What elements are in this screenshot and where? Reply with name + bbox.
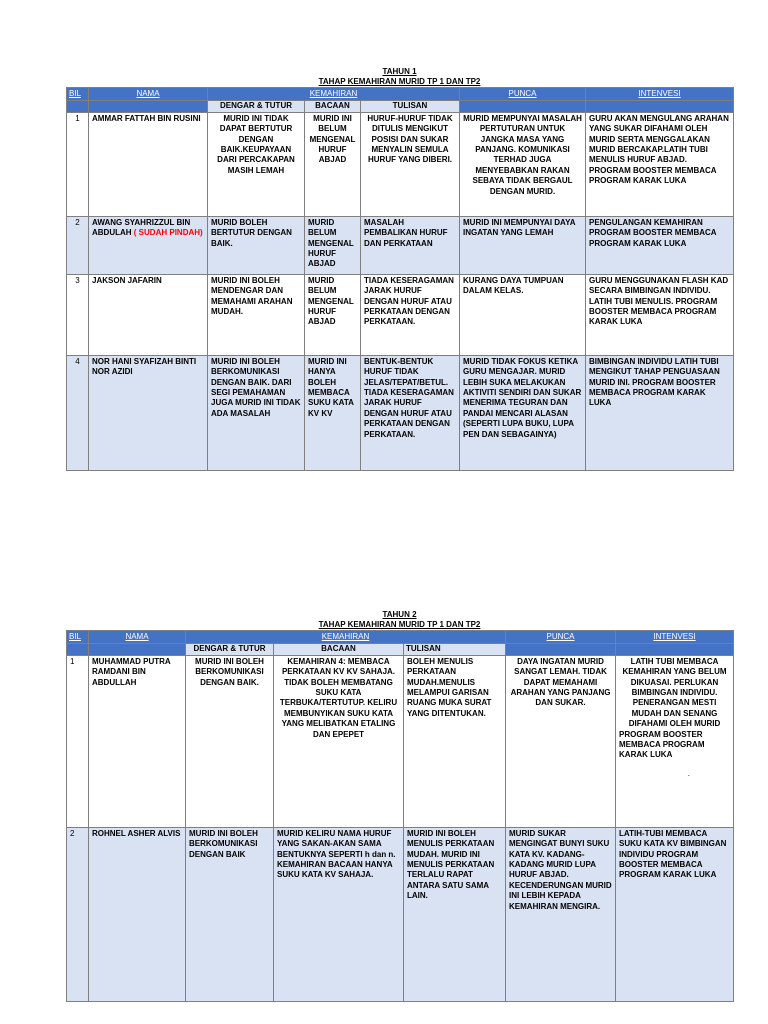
row-tulisan: BOLEH MENULIS PERKATAAN MUDAH.MENULIS MELAMPUI GARISAN RUANG MUKA SURAT YANG DITENTUKAN. [404, 655, 506, 827]
header-blank [89, 644, 186, 655]
row-dengar: MURID INI BOLEH BERKOMUNIKASI DENGAN BAIK. [186, 655, 274, 827]
header-dengar-tutur: DENGAR & TUTUR [208, 101, 305, 112]
header-blank [616, 644, 734, 655]
row-intervensi: PENGULANGAN KEMAHIRAN PROGRAM BOOSTER MEMBACA PROGRAM KARAK LUKA [586, 216, 734, 274]
row-tulisan: HURUF-HURUF TIDAK DITULIS MENGIKUT POSISI DAN SUKAR MENYALIN SEMULA HURUF YANG DIBERI. [361, 112, 460, 216]
row-nama [89, 216, 208, 274]
row-nama: NOR HANI SYAFIZAH BINTI NOR AZIDI [89, 355, 208, 470]
row-bacaan: MURID INI HANYA BOLEH MEMBACA SUKU KATA KV KV [305, 355, 361, 470]
row-punca: MURID SUKAR MENGINGAT BUNYI SUKU KATA KV. KADANG-KADANG MURID LUPA HURUF ABJAD. KECENDERUNGAN MURID INI LEBIH KEPADA KEMAHIRAN MENGIRA. [506, 827, 616, 1001]
table-row [67, 274, 734, 355]
row-bil: 3 [67, 274, 89, 355]
table-row [67, 216, 734, 274]
row-dengar: MURID INI BOLEH MENDENGAR DAN MEMAHAMI ARAHAN MUDAH. [208, 274, 305, 355]
row-nama-note: ( SUDAH PINDAH) [133, 228, 203, 238]
row-bil: 4 [67, 355, 89, 470]
row-bil: 2 [67, 827, 89, 1001]
row-nama: MUHAMMAD PUTRA RAMDANI BIN ABDULLAH [89, 655, 186, 827]
row-bacaan: MURID KELIRU NAMA HURUF YANG SAKAN-AKAN SAMA BENTUKNYA SEPERTI h dan n. KEMAHIRAN BACAAN HANYA SUKU KATA KV SAHAJA. [274, 827, 404, 1001]
row-intervensi-extra: PROGRAM BOOSTER MEMBACA PROGRAM KARAK LUKA [619, 729, 705, 760]
row-intervensi: GURU AKAN MENGULANG ARAHAN YANG SUKAR DIFAHAMI OLEH MURID SERTA MENGGALAKAN MURID BERCAKAP.LATIH TUBI MENULIS HURUF ABJAD. PROGRAM BOOSTER MEMBACA PROGRAM KARAK LUKA [586, 112, 734, 216]
row-intervensi-dot: . [687, 768, 691, 778]
header-punca: PUNCA [460, 88, 586, 101]
table-row [67, 655, 734, 827]
row-dengar: MURID BOLEH BERTUTUR DENGAN BAIK. [208, 216, 305, 274]
tahun-2-table [66, 630, 734, 1002]
header-kemahiran: KEMAHIRAN [186, 631, 506, 644]
header-bil: BIL [67, 88, 89, 101]
table-row [67, 112, 734, 216]
row-bacaan: MURID BELUM MENGENAL HURUF ABJAD [305, 216, 361, 274]
header-bacaan: BACAAN [274, 644, 404, 655]
header-dengar-tutur: DENGAR & TUTUR [186, 644, 274, 655]
row-dengar: MURID INI BOLEH BERKOMUNIKASI DENGAN BAIK [186, 827, 274, 1001]
row-bacaan: KEMAHIRAN 4: MEMBACA PERKATAAN KV KV SAHAJA. TIDAK BOLEH MEMBATANG SUKU KATA TERBUKA/TERTUTUP. KELIRU MEMBUNYIKAN SUKU KATA YANG MELIBATKAN ETALING DAN EPEPET [274, 655, 404, 827]
row-nama: JAKSON JAFARIN [89, 274, 208, 355]
header-blank [67, 644, 89, 655]
row-nama: AMMAR FATTAH BIN RUSINI [89, 112, 208, 216]
row-tulisan: MURID INI BOLEH MENULIS PERKATAAN MUDAH. MURID INI MENULIS PERKATAAN TERLALU RAPAT ANTARA SATU SAMA LAIN. [404, 827, 506, 1001]
header-blank [506, 644, 616, 655]
row-bil: 1 [67, 112, 89, 216]
table-row [67, 827, 734, 1001]
row-punca: MURID MEMPUNYAI MASALAH PERTUTURAN UNTUK JANGKA MASA YANG PANJANG. KOMUNIKASI TERHAD JUGA MENYEBABKAN RAKAN SEBAYA TIDAK BERGAUL DENGAN MURID. [460, 112, 586, 216]
tahun-2-subtitle: TAHAP KEMAHIRAN MURID TP 1 DAN TP2 [318, 620, 481, 629]
section-tahun-2 [66, 610, 733, 1002]
row-nama-text: AWANG SYAHRIZZUL BIN ABDULAH [92, 217, 191, 238]
header-bil: BIL [67, 631, 89, 644]
row-nama: ROHNEL ASHER ALVIS [89, 827, 186, 1001]
row-intervensi-main: LATIH TUBI MEMBACA KEMAHIRAN YANG BELUM DIKUASAI. PERLUKAN BIMBINGAN INDIVIDU. PENERANGAN MESTI MUDAH DAN SENANG DIFAHAMI OLEH MURID [622, 656, 727, 729]
header-blank [460, 101, 586, 112]
tahun-1-subtitle: TAHAP KEMAHIRAN MURID TP 1 DAN TP2 [318, 77, 481, 86]
tahun-1-title: TAHUN 1 [382, 67, 417, 76]
row-intervensi: LATIH-TUBI MEMBACA SUKU KATA KV BIMBINGAN INDIVIDU PROGRAM BOOSTER MEMBACA PROGRAM KARAK LUKA [616, 827, 734, 1001]
row-bacaan: MURID BELUM MENGENAL HURUF ABJAD [305, 274, 361, 355]
row-intervensi: GURU MENGGUNAKAN FLASH KAD SECARA BIMBINGAN INDIVIDU. LATIH TUBI MENULIS. PROGRAM BOOSTER MEMBACA PROGRAM KARAK LUKA [586, 274, 734, 355]
row-tulisan: BENTUK-BENTUK HURUF TIDAK JELAS/TEPAT/BETUL. TIADA KESERAGAMAN JARAK HURUF DENGAN HURUF ATAU PERKATAAN DENGAN PERKATAAN. [361, 355, 460, 470]
row-punca: MURID TIDAK FOKUS KETIKA GURU MENGAJAR. MURID LEBIH SUKA MELAKUKAN AKTIVITI SENDIRI DAN SUKAR MENERIMA TEGURAN DAN PANDAI MENCARI ALASAN (SEPERTI LUPA BUKU, LUPA PEN DAN SEBAGAINYA) [460, 355, 586, 470]
row-bil: 2 [67, 216, 89, 274]
tahun-2-title: TAHUN 2 [382, 610, 417, 619]
header-nama: NAMA [89, 88, 208, 101]
row-punca: DAYA INGATAN MURID SANGAT LEMAH. TIDAK DAPAT MEMAHAMI ARAHAN YANG PANJANG DAN SUKAR. [506, 655, 616, 827]
header-blank [586, 101, 734, 112]
row-tulisan: TIADA KESERAGAMAN JARAK HURUF DENGAN HURUF ATAU PERKATAAN DENGAN PERKATAAN. [361, 274, 460, 355]
row-dengar: MURID INI BOLEH BERKOMUNIKASI DENGAN BAIK. DARI SEGI PEMAHAMAN JUGA MURID INI TIDAK ADA MASALAH [208, 355, 305, 470]
row-dengar: MURID INI TIDAK DAPAT BERTUTUR DENGAN BAIK.KEUPAYAAN DARI PERCAKAPAN MASIH LEMAH [208, 112, 305, 216]
header-punca: PUNCA [506, 631, 616, 644]
header-bacaan: BACAAN [305, 101, 361, 112]
header-nama: NAMA [89, 631, 186, 644]
header-tulisan: TULISAN [404, 644, 506, 655]
row-punca: KURANG DAYA TUMPUAN DALAM KELAS. [460, 274, 586, 355]
section-tahun-1 [66, 67, 733, 471]
row-bacaan: MURID INI BELUM MENGENAL HURUF ABJAD [305, 112, 361, 216]
row-tulisan: MASALAH PEMBALIKAN HURUF DAN PERKATAAN [361, 216, 460, 274]
row-intervensi [616, 655, 734, 827]
header-blank [89, 101, 208, 112]
row-intervensi: BIMBINGAN INDIVIDU LATIH TUBI MENGIKUT TAHAP PENGUASAAN MURID INI. PROGRAM BOOSTER MEMBACA PROGRAM KARAK LUKA [586, 355, 734, 470]
table-row [67, 355, 734, 470]
header-intervensi: INTENVESI [616, 631, 734, 644]
header-tulisan: TULISAN [361, 101, 460, 112]
row-bil: 1 [67, 655, 89, 827]
header-blank [67, 101, 89, 112]
header-kemahiran: KEMAHIRAN [208, 88, 460, 101]
header-intervensi: INTENVESI [586, 88, 734, 101]
tahun-1-table [66, 87, 734, 471]
row-punca: MURID INI MEMPUNYAI DAYA INGATAN YANG LEMAH [460, 216, 586, 274]
